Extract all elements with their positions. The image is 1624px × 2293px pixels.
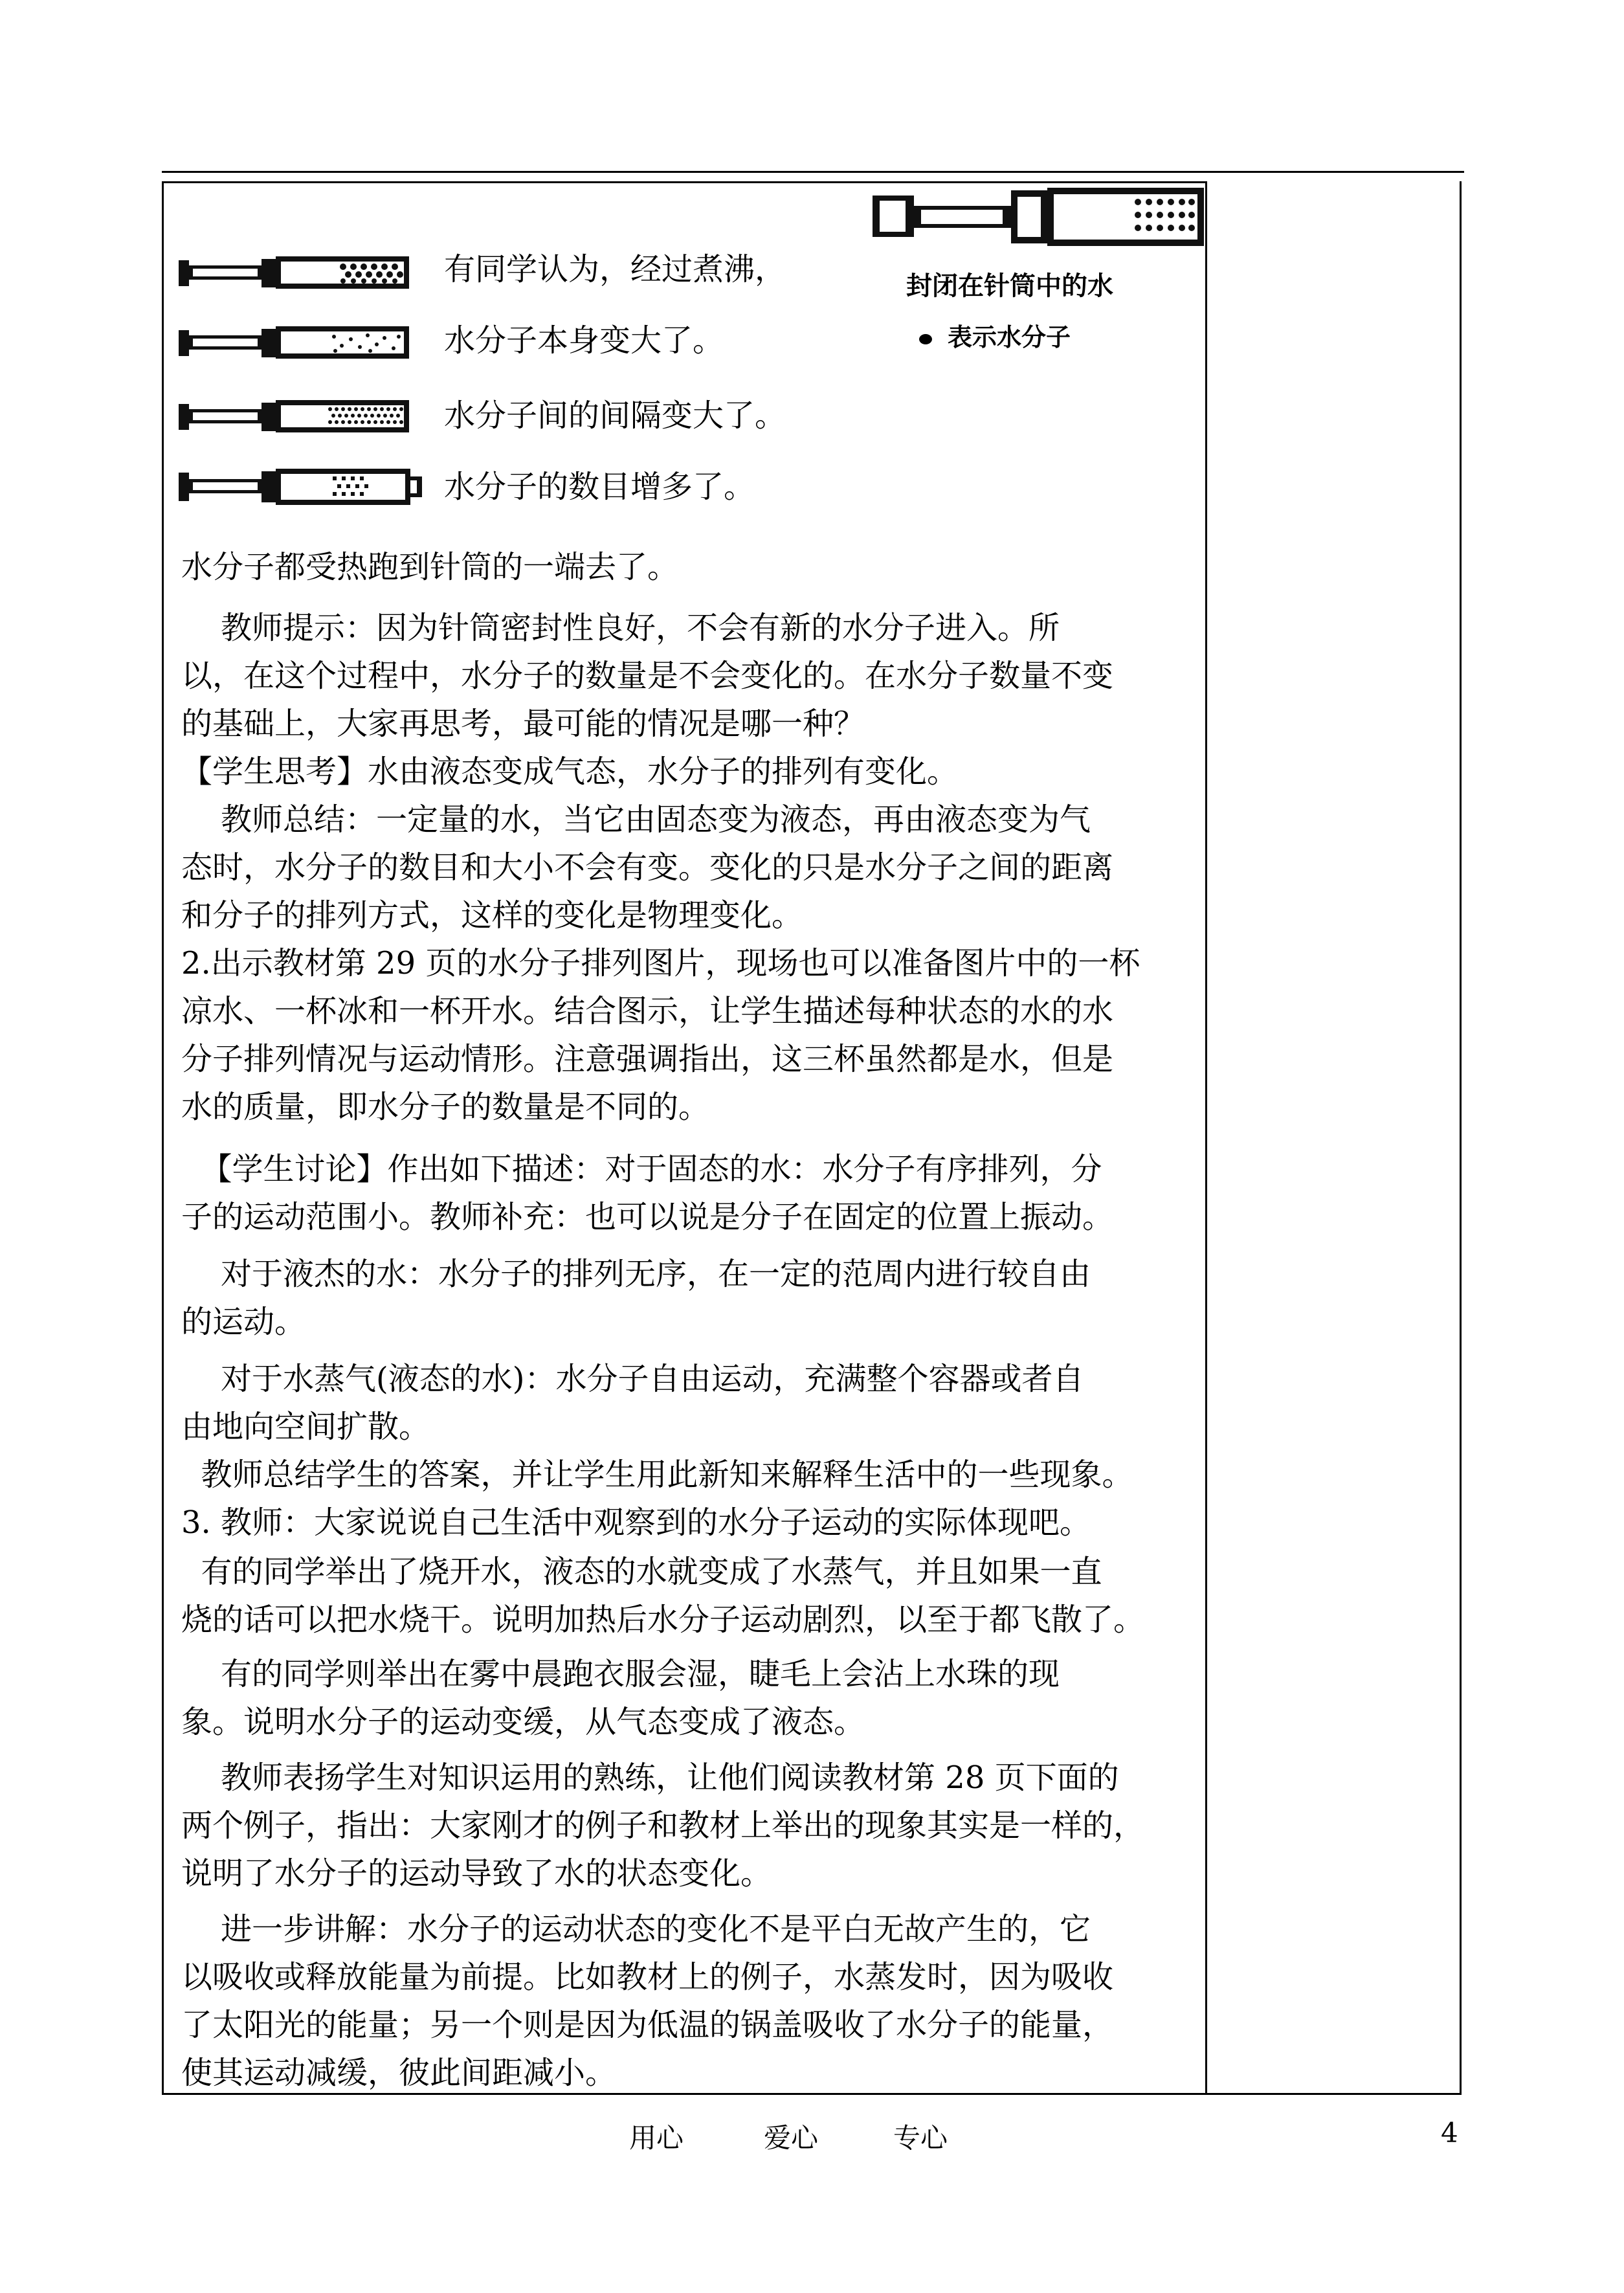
legend-key-label: 表示水分子 (948, 323, 1071, 352)
body-line-27: 说明了水分子的运动导致了水的状态变化。 (181, 1855, 772, 1892)
body-line-5: 【学生思考】水由液态变成气态，水分子的排列有变化。 (181, 754, 959, 790)
body-line-2: 教师提示：因为针筒密封性良好，不会有新的水分子进入。所 (181, 610, 1060, 646)
header-rule (162, 171, 1464, 173)
syringe-label-1: 有同学认为，经过煮沸， (444, 251, 786, 287)
legend-syringe-icon (869, 181, 1206, 252)
syringe-label-3: 水分子间的间隔变大了。 (444, 397, 786, 434)
body-line-6: 教师总结：一定量的水，当它由固态变为液态，再由液态变为气 (181, 801, 1091, 838)
body-line-22: 烧的话可以把水烧干。说明加热后水分子运动剧烈，以至于都飞散了。 (181, 1602, 1145, 1638)
body-line-17: 对于水蒸气(液态的水)：水分子自由运动，充满整个容器或者自 (181, 1361, 1084, 1397)
body-line-31: 使其运动减缓，彼此间距减小。 (181, 2055, 617, 2091)
body-line-14: 子的运动范围小。教师补充：也可以说是分子在固定的位置上振动。 (181, 1199, 1114, 1235)
body-line-11: 分子排列情况与运动情形。注意强调指出，这三杯虽然都是水，但是 (181, 1041, 1114, 1077)
body-line-8: 和分子的排列方式，这样的变化是物理变化。 (181, 897, 803, 934)
table-column-divider (1205, 181, 1207, 2095)
body-line-20: 3. 教师：大家说说自己生活中观察到的水分子运动的实际体现吧。 (181, 1504, 1091, 1541)
syringe-bigger-molecules-icon (179, 254, 412, 290)
body-line-28: 进一步讲解：水分子的运动状态的变化不是平白无故产生的，它 (181, 1911, 1091, 1947)
body-line-9: 2.出示教材第 29 页的水分子排列图片，现场也可以准备图片中的一杯 (181, 945, 1140, 981)
syringe-label-2: 水分子本身变大了。 (444, 322, 724, 359)
body-line-7: 态时，水分子的数目和大小不会有变。变化的只是水分子之间的距离 (181, 849, 1114, 886)
body-line-23: 有的同学则举出在雾中晨跑衣服会湿，睫毛上会沾上水珠的现 (181, 1656, 1060, 1692)
legend-title: 封闭在针筒中的水 (906, 271, 1113, 301)
molecule-dot-icon (919, 334, 932, 344)
body-line-1: 水分子都受热跑到针筒的一端去了。 (181, 549, 679, 585)
body-line-10: 凉水、一杯冰和一杯开水。结合图示，让学生描述每种状态的水的水 (181, 993, 1114, 1029)
body-line-29: 以吸收或释放能量为前提。比如教材上的例子，水蒸发时，因为吸收 (181, 1959, 1114, 1995)
body-line-21: 有的同学举出了烧开水，液态的水就变成了水蒸气，并且如果一直 (181, 1554, 1102, 1590)
body-line-4: 的基础上，大家再思考，最可能的情况是哪一种？ (181, 706, 865, 742)
syringe-molecules-one-end-icon (179, 466, 425, 508)
syringe-label-4: 水分子的数目增多了。 (444, 469, 755, 505)
syringe-more-molecules-icon (179, 397, 412, 434)
body-line-24: 象。说明水分子的运动变缓，从气态变成了液态。 (181, 1704, 865, 1740)
body-line-3: 以，在这个过程中，水分子的数量是不会变化的。在水分子数量不变 (181, 658, 1114, 694)
legend-key (919, 317, 1071, 353)
body-line-18: 由地向空间扩散。 (181, 1409, 430, 1445)
body-line-13: 【学生讨论】作出如下描述：对于固态的水：水分子有序排列，分 (181, 1151, 1102, 1187)
table-right-border (1460, 181, 1462, 2095)
body-line-19: 教师总结学生的答案，并让学生用此新知来解释生活中的一些现象。 (181, 1457, 1133, 1493)
footer-item-3: 专心 (893, 2122, 948, 2154)
footer-item-2: 爱心 (764, 2122, 819, 2154)
body-line-15: 对于液杰的水：水分子的排列无序，在一定的范周内进行较自由 (181, 1256, 1091, 1292)
body-line-12: 水的质量，即水分子的数量是不同的。 (181, 1089, 710, 1125)
syringe-larger-spacing-icon (179, 324, 412, 360)
body-line-16: 的运动。 (181, 1304, 306, 1340)
body-line-26: 两个例子，指出：大家刚才的例子和教材上举出的现象其实是一样的， (181, 1807, 1145, 1844)
footer-item-1: 用心 (629, 2122, 684, 2154)
page-number: 4 (1441, 2117, 1458, 2149)
body-line-25: 教师表扬学生对知识运用的熟练，让他们阅读教材第 28 页下面的 (181, 1760, 1119, 1796)
body-line-30: 了太阳光的能量；另一个则是因为低温的锅盖吸收了水分子的能量， (181, 2007, 1114, 2043)
